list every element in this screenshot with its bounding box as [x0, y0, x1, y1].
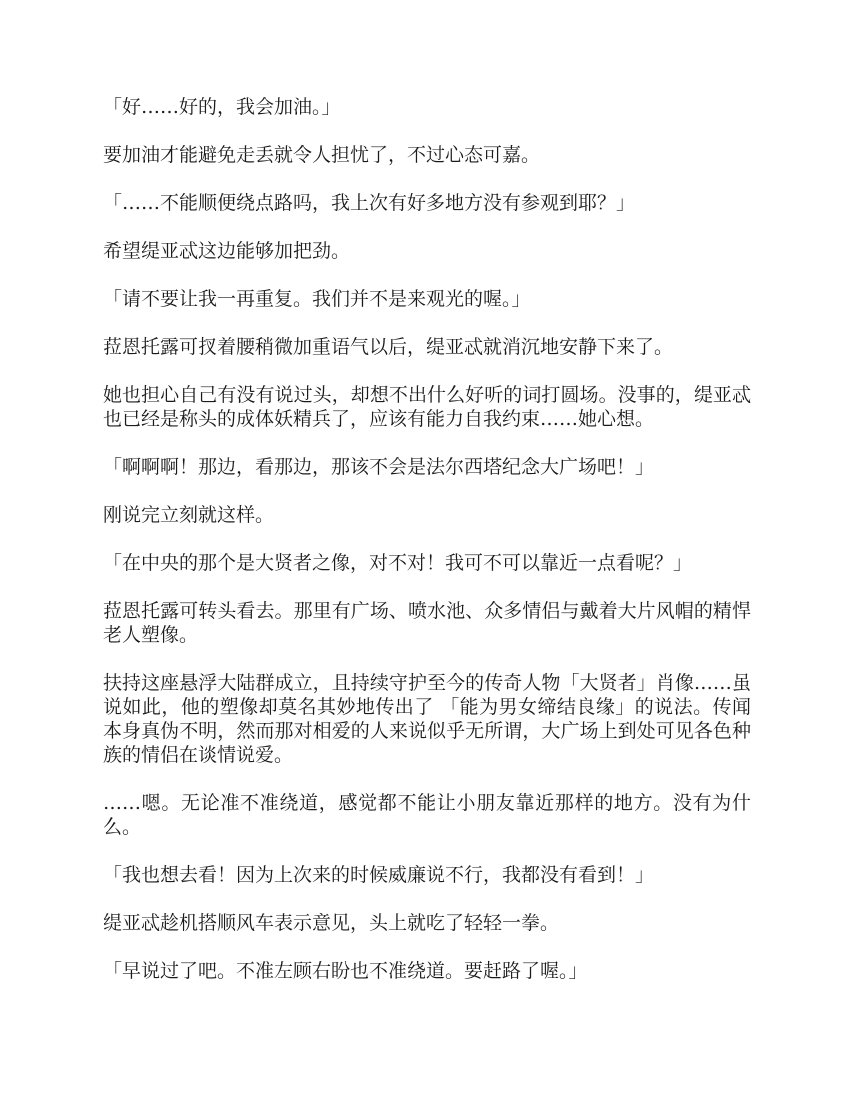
document-page — [103, 95, 751, 1007]
paragraph: 希望缇亚忒这边能够加把劲。 — [103, 240, 351, 262]
paragraph: 「早说过了吧。不准左顾右盼也不准绕道。要赶路了喔。」 — [103, 960, 588, 982]
paragraph: 「啊啊啊！那边，看那边，那该不会是法尔西塔纪念大广场吧！」 — [103, 456, 655, 478]
paragraph: 「我也想去看！因为上次来的时候威廉说不行，我都没有看到！」 — [103, 864, 655, 886]
paragraph: 缇亚忒趁机搭顺风车表示意见，头上就吃了轻轻一拳。 — [103, 912, 560, 934]
paragraph: 「好……好的，我会加油。」 — [103, 96, 341, 118]
paragraph: 要加油才能避免走丢就令人担忧了，不过心态可嘉。 — [103, 144, 541, 166]
paragraph: 菈恩托露可扠着腰稍微加重语气以后，缇亚忒就消沉地安静下来了。 — [103, 336, 674, 358]
paragraph: ……嗯。无论准不准绕道，感觉都不能让小朋友靠近那样的地方。没有为什么。 — [103, 792, 751, 838]
paragraph: 「在中央的那个是大贤者之像，对不对！我可不可以靠近一点看呢？」 — [103, 552, 693, 574]
paragraph: 她也担心自己有没有说过头，却想不出什么好听的词打圆场。没事的，缇亚忒也已经是称头的成体妖精兵了，应该有能力自我约束……她心想。 — [103, 384, 751, 430]
paragraph: 「……不能顺便绕点路吗，我上次有好多地方没有参观到耶？」 — [103, 192, 636, 214]
paragraph: 菈恩托露可转头看去。那里有广场、喷水池、众多情侣与戴着大片风帽的精悍老人塑像。 — [103, 600, 751, 646]
paragraph: 「请不要让我一再重复。我们并不是来观光的喔。」 — [103, 288, 531, 310]
paragraph: 刚说完立刻就这样。 — [103, 504, 275, 526]
paragraph: 扶持这座悬浮大陆群成立，且持续守护至今的传奇人物「大贤者」肖像……虽说如此，他的塑像却莫名其妙地传出了 「能为男女缔结良缘」的说法。传闻本身真伪不明，然而那对相爱的人来说似乎无所谓，大广场上到处可见各色种族的情侣在谈情说爱。 — [103, 672, 751, 766]
